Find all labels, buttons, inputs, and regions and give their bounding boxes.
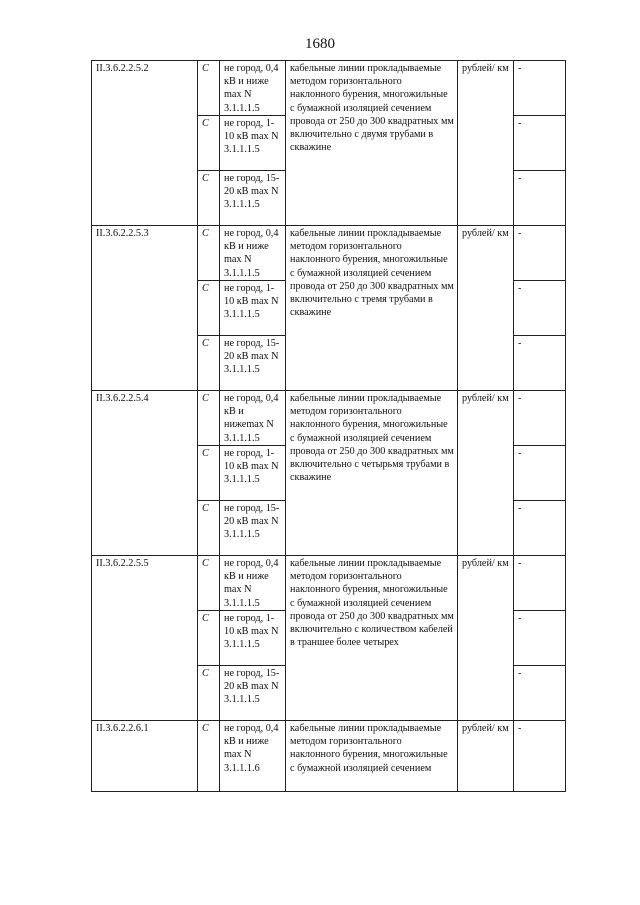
voltage-cell: не город, 15-20 кВ max N 3.1.1.1.5 <box>220 666 286 721</box>
unit-cell: рублей/ км <box>458 226 514 391</box>
table-row <box>92 556 566 611</box>
table-row <box>92 226 566 281</box>
category-cell: C <box>198 116 220 171</box>
category-cell: C <box>198 61 220 116</box>
item-code: II.3.6.2.2.5.2 <box>92 61 198 226</box>
value-cell: - <box>514 336 566 391</box>
value-cell: - <box>514 611 566 666</box>
category-cell: C <box>198 226 220 281</box>
voltage-cell: не город, 15-20 кВ max N 3.1.1.1.5 <box>220 336 286 391</box>
voltage-cell: не город, 0,4 кВ и ниже max N 3.1.1.1.5 <box>220 556 286 611</box>
value-cell: - <box>514 391 566 446</box>
category-cell: C <box>198 556 220 611</box>
item-code: II.3.6.2.2.5.3 <box>92 226 198 391</box>
description-cell: кабельные линии прокладываемые методом горизонтального наклонного бурения, многожильные с бумажной изоляцией сечением провода от 250 до 300 квадратных мм включительно с четырьмя трубами в скважине <box>286 391 458 556</box>
voltage-cell: не город, 0,4 кВ и ниже max N 3.1.1.1.5 <box>220 61 286 116</box>
voltage-cell: не город, 15-20 кВ max N 3.1.1.1.5 <box>220 501 286 556</box>
voltage-cell: не город, 1-10 кВ max N 3.1.1.1.5 <box>220 611 286 666</box>
category-cell: C <box>198 391 220 446</box>
item-code: II.3.6.2.2.5.5 <box>92 556 198 721</box>
unit-cell: рублей/ км <box>458 391 514 556</box>
value-cell: - <box>514 721 566 792</box>
description-cell: кабельные линии прокладываемые методом горизонтального наклонного бурения, многожильные с бумажной изоляцией сечением <box>286 721 458 792</box>
description-cell: кабельные линии прокладываемые методом горизонтального наклонного бурения, многожильные с бумажной изоляцией сечением провода от 250 до 300 квадратных мм включительно с количеством кабелей в траншее более четырех <box>286 556 458 721</box>
voltage-cell: не город, 0,4 кВ и нижеmax N 3.1.1.1.5 <box>220 391 286 446</box>
description-cell: кабельные линии прокладываемые методом горизонтального наклонного бурения, многожильные с бумажной изоляцией сечением провода от 250 до 300 квадратных мм включительно с двумя трубами в скважине <box>286 61 458 226</box>
page-number: 1680 <box>305 36 335 52</box>
voltage-cell: не город, 1-10 кВ max N 3.1.1.1.5 <box>220 116 286 171</box>
voltage-cell: не город, 0,4 кВ и ниже max N 3.1.1.1.5 <box>220 226 286 281</box>
unit-cell: рублей/ км <box>458 556 514 721</box>
value-cell: - <box>514 226 566 281</box>
category-cell: C <box>198 336 220 391</box>
category-cell: C <box>198 281 220 336</box>
category-cell: C <box>198 721 220 792</box>
voltage-cell: не город, 15-20 кВ max N 3.1.1.1.5 <box>220 171 286 226</box>
value-cell: - <box>514 501 566 556</box>
tariff-table <box>91 60 566 792</box>
category-cell: C <box>198 666 220 721</box>
value-cell: - <box>514 556 566 611</box>
item-code: II.3.6.2.2.5.4 <box>92 391 198 556</box>
value-cell: - <box>514 666 566 721</box>
table-row <box>92 391 566 446</box>
voltage-cell: не город, 0,4 кВ и ниже max N 3.1.1.1.6 <box>220 721 286 792</box>
value-cell: - <box>514 281 566 336</box>
description-cell: кабельные линии прокладываемые методом горизонтального наклонного бурения, многожильные с бумажной изоляцией сечением провода от 250 до 300 квадратных мм включительно с тремя трубами в скважине <box>286 226 458 391</box>
category-cell: C <box>198 171 220 226</box>
table-row <box>92 61 566 116</box>
voltage-cell: не город, 1-10 кВ max N 3.1.1.1.5 <box>220 446 286 501</box>
category-cell: C <box>198 611 220 666</box>
table-row <box>92 721 566 792</box>
value-cell: - <box>514 61 566 116</box>
item-code: II.3.6.2.2.6.1 <box>92 721 198 792</box>
category-cell: C <box>198 501 220 556</box>
category-cell: C <box>198 446 220 501</box>
value-cell: - <box>514 171 566 226</box>
value-cell: - <box>514 446 566 501</box>
unit-cell: рублей/ км <box>458 61 514 226</box>
unit-cell: рублей/ км <box>458 721 514 792</box>
value-cell: - <box>514 116 566 171</box>
voltage-cell: не город, 1-10 кВ max N 3.1.1.1.5 <box>220 281 286 336</box>
